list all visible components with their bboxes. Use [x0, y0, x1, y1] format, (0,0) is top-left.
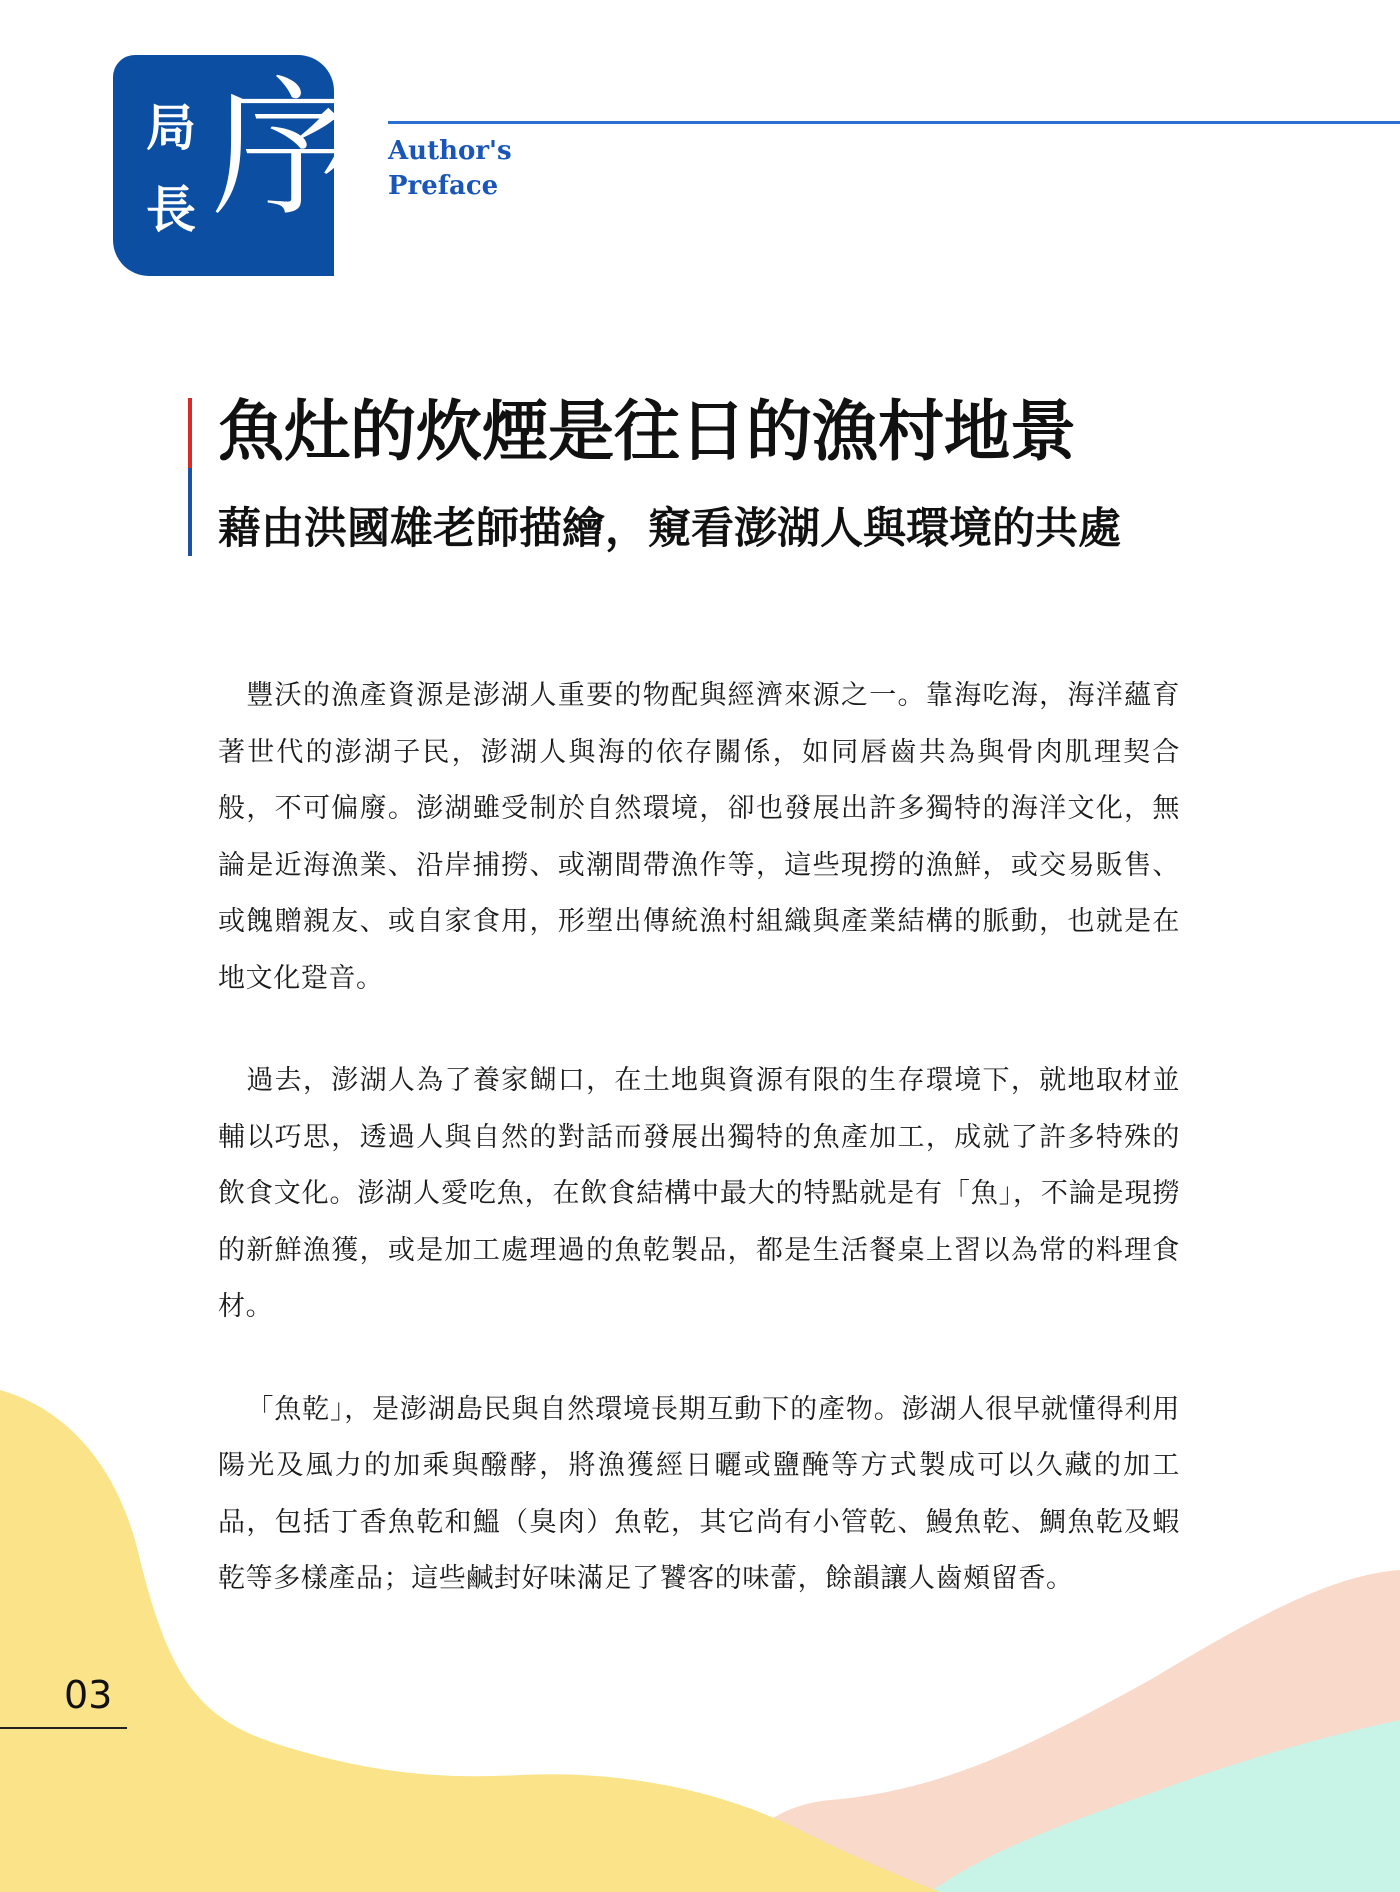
page-subtitle: 藉由洪國雄老師描繪，窺看澎湖人與環境的共處 — [218, 504, 1121, 554]
page-number: 03 — [64, 1673, 113, 1717]
badge-char-bottom: 長 — [146, 180, 196, 239]
paragraph-1: 豐沃的漁產資源是澎湖人重要的物配與經濟來源之一。靠海吃海，海洋蘊育著世代的澎湖子民，澎湖人與海的依存關係，如同唇齒共為與骨肉肌理契合般，不可偏廢。澎湖雖受制於自然環境，卻也發展出許多獨特的海洋文化，無論是近海漁業、沿岸捕撈、或潮間帶漁作等，這些現撈的漁鮮，或交易販售、或餽贈親友、或自家食用，形塑出傳統漁村組織與產業結構的脈動，也就是在地文化跫音。 — [218, 680, 1180, 994]
page-number-rule — [0, 1727, 127, 1729]
title-accent-blue — [188, 468, 192, 556]
badge-char-big: 序 — [211, 63, 362, 237]
section-label-line1: Author's — [388, 136, 512, 166]
paragraph-2: 過去，澎湖人為了養家餬口，在土地與資源有限的生存環境下，就地取材並輔以巧思，透過人與自然的對話而發展出獨特的魚產加工，成就了許多特殊的飲食文化。澎湖人愛吃魚，在飲食結構中最大的特點就是有「魚」，不論是現撈的新鮮漁獲，或是加工處理過的魚乾製品，都是生活餐桌上習以為常的料理食材。 — [218, 1065, 1180, 1322]
title-accent-red — [188, 398, 192, 468]
section-label — [388, 134, 512, 204]
section-label-line2: Preface — [388, 171, 499, 201]
body-text — [218, 668, 1180, 1654]
preface-badge — [113, 55, 362, 276]
badge-char-top: 局 — [146, 98, 196, 157]
paragraph-3: 「魚乾」，是澎湖島民與自然環境長期互動下的產物。澎湖人很早就懂得利用陽光及風力的加乘與醱酵，將漁獲經日曬或鹽醃等方式製成可以久藏的加工品，包括丁香魚乾和鰮（臭肉）魚乾，其它尚有小管乾、鰻魚乾、鯛魚乾及蝦乾等多樣產品；這些鹹封好味滿足了饕客的味蕾，餘韻讓人齒頰留香。 — [218, 1393, 1180, 1594]
header-divider — [388, 121, 1400, 124]
page-title: 魚灶的炊煙是往日的漁村地景 — [218, 392, 1076, 470]
